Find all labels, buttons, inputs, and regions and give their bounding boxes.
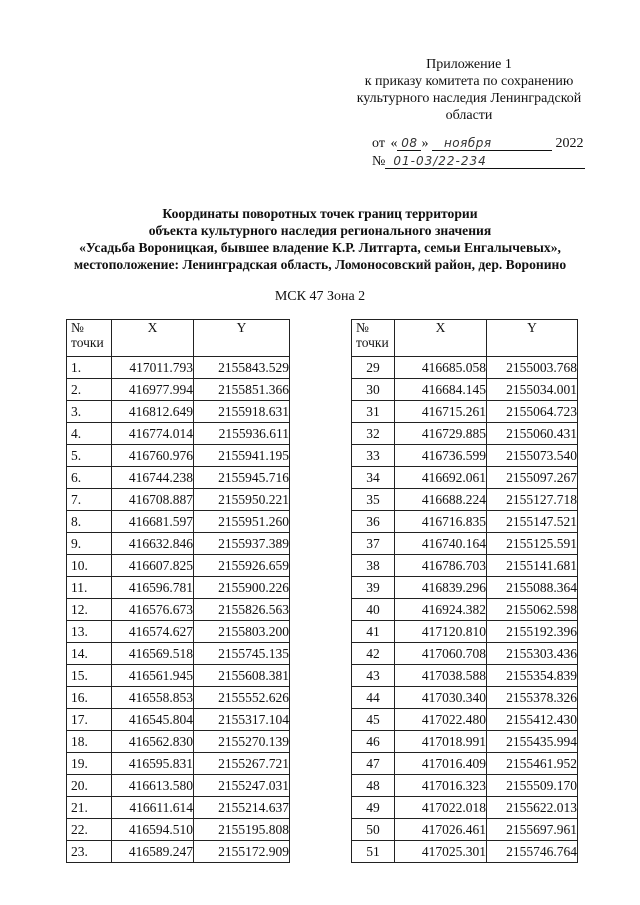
y-coordinate: 2155003.768 (487, 357, 578, 379)
point-number: 21. (67, 797, 112, 819)
x-coordinate: 417016.409 (395, 753, 487, 775)
point-number: 29 (352, 357, 395, 379)
point-number: 41 (352, 621, 395, 643)
y-coordinate: 2155900.226 (194, 577, 290, 599)
appendix-line: к приказу комитета по сохранению (364, 74, 574, 89)
x-header: X (395, 320, 487, 357)
x-coordinate: 416611.614 (112, 797, 194, 819)
y-coordinate: 2155851.366 (194, 379, 290, 401)
x-coordinate: 416596.781 (112, 577, 194, 599)
table-row (352, 401, 578, 423)
x-coordinate: 417026.461 (395, 819, 487, 841)
y-coordinate: 2155826.563 (194, 599, 290, 621)
x-coordinate: 416744.238 (112, 467, 194, 489)
x-coordinate: 416729.885 (395, 423, 487, 445)
y-coordinate: 2155354.839 (487, 665, 578, 687)
x-coordinate: 416715.261 (395, 401, 487, 423)
table-row (67, 555, 290, 577)
table-row (67, 687, 290, 709)
y-coordinate: 2155746.764 (487, 841, 578, 863)
table-row (67, 665, 290, 687)
appendix-line: Приложение 1 (426, 57, 512, 72)
x-coordinate: 417038.588 (395, 665, 487, 687)
point-number: 4. (67, 423, 112, 445)
x-coordinate: 417022.018 (395, 797, 487, 819)
table-row (67, 731, 290, 753)
x-coordinate: 416924.382 (395, 599, 487, 621)
x-coordinate: 416736.599 (395, 445, 487, 467)
point-number: 43 (352, 665, 395, 687)
order-date: от « 08 » ноября 2022 (372, 136, 584, 151)
title-line: «Усадьба Вороницкая, бывшее владение К.Р. Литгарта, семьи Енгалычевых», (79, 240, 561, 255)
table-row (352, 775, 578, 797)
table-row (352, 511, 578, 533)
x-coordinate: 416681.597 (112, 511, 194, 533)
y-coordinate: 2155378.326 (487, 687, 578, 709)
y-coordinate: 2155034.001 (487, 379, 578, 401)
x-coordinate: 416562.830 (112, 731, 194, 753)
table-row (67, 533, 290, 555)
x-coordinate: 416685.058 (395, 357, 487, 379)
table-row (67, 357, 290, 379)
table-row (67, 819, 290, 841)
table-row (67, 401, 290, 423)
handwritten-month: ноября (432, 136, 552, 151)
y-coordinate: 2155097.267 (487, 467, 578, 489)
point-number: 9. (67, 533, 112, 555)
point-number: 42 (352, 643, 395, 665)
x-header: X (112, 320, 194, 357)
point-number: 40 (352, 599, 395, 621)
point-number: 3. (67, 401, 112, 423)
x-coordinate: 416688.224 (395, 489, 487, 511)
coordinates-table-right (351, 319, 578, 863)
y-coordinate: 2155412.430 (487, 709, 578, 731)
y-coordinate: 2155552.626 (194, 687, 290, 709)
point-number: 23. (67, 841, 112, 863)
y-coordinate: 2155192.396 (487, 621, 578, 643)
y-coordinate: 2155803.200 (194, 621, 290, 643)
point-number: 12. (67, 599, 112, 621)
x-coordinate: 416812.649 (112, 401, 194, 423)
point-number: 6. (67, 467, 112, 489)
x-coordinate: 416574.627 (112, 621, 194, 643)
y-coordinate: 2155147.521 (487, 511, 578, 533)
y-coordinate: 2155843.529 (194, 357, 290, 379)
x-coordinate: 416569.518 (112, 643, 194, 665)
point-number: 47 (352, 753, 395, 775)
x-coordinate: 416760.976 (112, 445, 194, 467)
table-row (352, 599, 578, 621)
table-row (352, 423, 578, 445)
table-row (352, 819, 578, 841)
table-row (352, 533, 578, 555)
point-number: 10. (67, 555, 112, 577)
table-row (67, 423, 290, 445)
point-number: 5. (67, 445, 112, 467)
x-coordinate: 416576.673 (112, 599, 194, 621)
x-coordinate: 416774.014 (112, 423, 194, 445)
x-coordinate: 417016.323 (395, 775, 487, 797)
x-coordinate: 417060.708 (395, 643, 487, 665)
x-coordinate: 416977.994 (112, 379, 194, 401)
handwritten-number: 01-03/22-234 (385, 154, 585, 169)
y-coordinate: 2155125.591 (487, 533, 578, 555)
point-number: 46 (352, 731, 395, 753)
table-row (67, 489, 290, 511)
x-coordinate: 416558.853 (112, 687, 194, 709)
title-line: Координаты поворотных точек границ территории (162, 206, 478, 221)
table-row (67, 467, 290, 489)
y-coordinate: 2155303.436 (487, 643, 578, 665)
y-coordinate: 2155951.260 (194, 511, 290, 533)
y-coordinate: 2155317.104 (194, 709, 290, 731)
y-coordinate: 2155926.659 (194, 555, 290, 577)
y-coordinate: 2155945.716 (194, 467, 290, 489)
y-coordinate: 2155267.721 (194, 753, 290, 775)
table-row (352, 687, 578, 709)
document-title (40, 205, 600, 273)
x-coordinate: 416692.061 (395, 467, 487, 489)
y-coordinate: 2155950.221 (194, 489, 290, 511)
y-coordinate: 2155195.808 (194, 819, 290, 841)
point-number: 49 (352, 797, 395, 819)
table-row (352, 357, 578, 379)
table-row (352, 621, 578, 643)
order-year: 2022 (555, 136, 584, 151)
x-coordinate: 416716.835 (395, 511, 487, 533)
table-header-row (67, 320, 290, 357)
y-coordinate: 2155697.961 (487, 819, 578, 841)
table-row (67, 841, 290, 863)
y-coordinate: 2155062.598 (487, 599, 578, 621)
x-coordinate: 417018.991 (395, 731, 487, 753)
point-number: 20. (67, 775, 112, 797)
y-coordinate: 2155088.364 (487, 577, 578, 599)
y-coordinate: 2155127.718 (487, 489, 578, 511)
x-coordinate: 417120.810 (395, 621, 487, 643)
point-number: 16. (67, 687, 112, 709)
point-number: 11. (67, 577, 112, 599)
table-row (352, 665, 578, 687)
appendix-line: культурного наследия Ленинградской (356, 91, 582, 106)
table-row (67, 577, 290, 599)
point-number: 37 (352, 533, 395, 555)
table-row (67, 445, 290, 467)
point-number-header: № точки (67, 320, 112, 357)
x-coordinate: 416607.825 (112, 555, 194, 577)
table-row (352, 753, 578, 775)
y-header: Y (194, 320, 290, 357)
y-coordinate: 2155509.170 (487, 775, 578, 797)
y-coordinate: 2155461.952 (487, 753, 578, 775)
x-coordinate: 416839.296 (395, 577, 487, 599)
point-number: 34 (352, 467, 395, 489)
y-coordinate: 2155247.031 (194, 775, 290, 797)
table-row (352, 445, 578, 467)
y-coordinate: 2155936.611 (194, 423, 290, 445)
x-coordinate: 416561.945 (112, 665, 194, 687)
point-number: 8. (67, 511, 112, 533)
x-coordinate: 417022.480 (395, 709, 487, 731)
table-row (352, 555, 578, 577)
x-coordinate: 416589.247 (112, 841, 194, 863)
point-number: 38 (352, 555, 395, 577)
table-row (352, 709, 578, 731)
point-number: 2. (67, 379, 112, 401)
table-row (67, 775, 290, 797)
number-prefix: № (372, 154, 386, 169)
point-number: 13. (67, 621, 112, 643)
x-coordinate: 417030.340 (395, 687, 487, 709)
point-number: 36 (352, 511, 395, 533)
y-coordinate: 2155941.195 (194, 445, 290, 467)
point-number: 51 (352, 841, 395, 863)
x-coordinate: 416740.164 (395, 533, 487, 555)
y-coordinate: 2155745.135 (194, 643, 290, 665)
y-header: Y (487, 320, 578, 357)
x-coordinate: 416613.580 (112, 775, 194, 797)
x-coordinate: 416632.846 (112, 533, 194, 555)
x-coordinate: 416545.804 (112, 709, 194, 731)
table-row (67, 753, 290, 775)
point-number: 45 (352, 709, 395, 731)
table-row (352, 841, 578, 863)
point-number: 7. (67, 489, 112, 511)
y-coordinate: 2155270.139 (194, 731, 290, 753)
x-coordinate: 416786.703 (395, 555, 487, 577)
point-number: 39 (352, 577, 395, 599)
y-coordinate: 2155435.994 (487, 731, 578, 753)
x-coordinate: 416708.887 (112, 489, 194, 511)
date-prefix: от (372, 136, 385, 151)
point-number: 50 (352, 819, 395, 841)
appendix-block (334, 56, 604, 124)
point-number: 17. (67, 709, 112, 731)
appendix-line: области (445, 108, 493, 123)
x-coordinate: 417011.793 (112, 357, 194, 379)
point-number: 31 (352, 401, 395, 423)
y-coordinate: 2155608.381 (194, 665, 290, 687)
y-coordinate: 2155141.681 (487, 555, 578, 577)
x-coordinate: 416595.831 (112, 753, 194, 775)
point-number: 19. (67, 753, 112, 775)
point-number: 44 (352, 687, 395, 709)
y-coordinate: 2155064.723 (487, 401, 578, 423)
point-number: 30 (352, 379, 395, 401)
y-coordinate: 2155622.013 (487, 797, 578, 819)
x-coordinate: 417025.301 (395, 841, 487, 863)
table-row (67, 643, 290, 665)
y-coordinate: 2155060.431 (487, 423, 578, 445)
point-number: 14. (67, 643, 112, 665)
table-row (67, 709, 290, 731)
x-coordinate: 416684.145 (395, 379, 487, 401)
point-number: 1. (67, 357, 112, 379)
y-coordinate: 2155073.540 (487, 445, 578, 467)
y-coordinate: 2155214.637 (194, 797, 290, 819)
point-number: 15. (67, 665, 112, 687)
table-row (352, 489, 578, 511)
table-row (67, 511, 290, 533)
table-row (352, 643, 578, 665)
point-number: 18. (67, 731, 112, 753)
table-row (352, 731, 578, 753)
coordinates-table-left (66, 319, 290, 863)
table-row (352, 379, 578, 401)
point-number: 33 (352, 445, 395, 467)
x-coordinate: 416594.510 (112, 819, 194, 841)
point-number: 32 (352, 423, 395, 445)
y-coordinate: 2155172.909 (194, 841, 290, 863)
point-number: 35 (352, 489, 395, 511)
handwritten-day: 08 (397, 136, 421, 151)
table-row (67, 797, 290, 819)
table-row (352, 467, 578, 489)
y-coordinate: 2155937.389 (194, 533, 290, 555)
table-row (67, 379, 290, 401)
coordinate-system-label: МСК 47 Зона 2 (274, 289, 366, 304)
point-number-header: № точки (352, 320, 395, 357)
table-row (352, 577, 578, 599)
table-row (352, 797, 578, 819)
point-number: 48 (352, 775, 395, 797)
table-row (67, 599, 290, 621)
y-coordinate: 2155918.631 (194, 401, 290, 423)
table-header-row (352, 320, 578, 357)
title-line: местоположение: Ленинградская область, Ломоносовский район, дер. Воронино (73, 257, 567, 272)
point-number: 22. (67, 819, 112, 841)
table-row (67, 621, 290, 643)
title-line: объекта культурного наследия регионального значения (148, 223, 492, 238)
order-number (372, 154, 585, 170)
